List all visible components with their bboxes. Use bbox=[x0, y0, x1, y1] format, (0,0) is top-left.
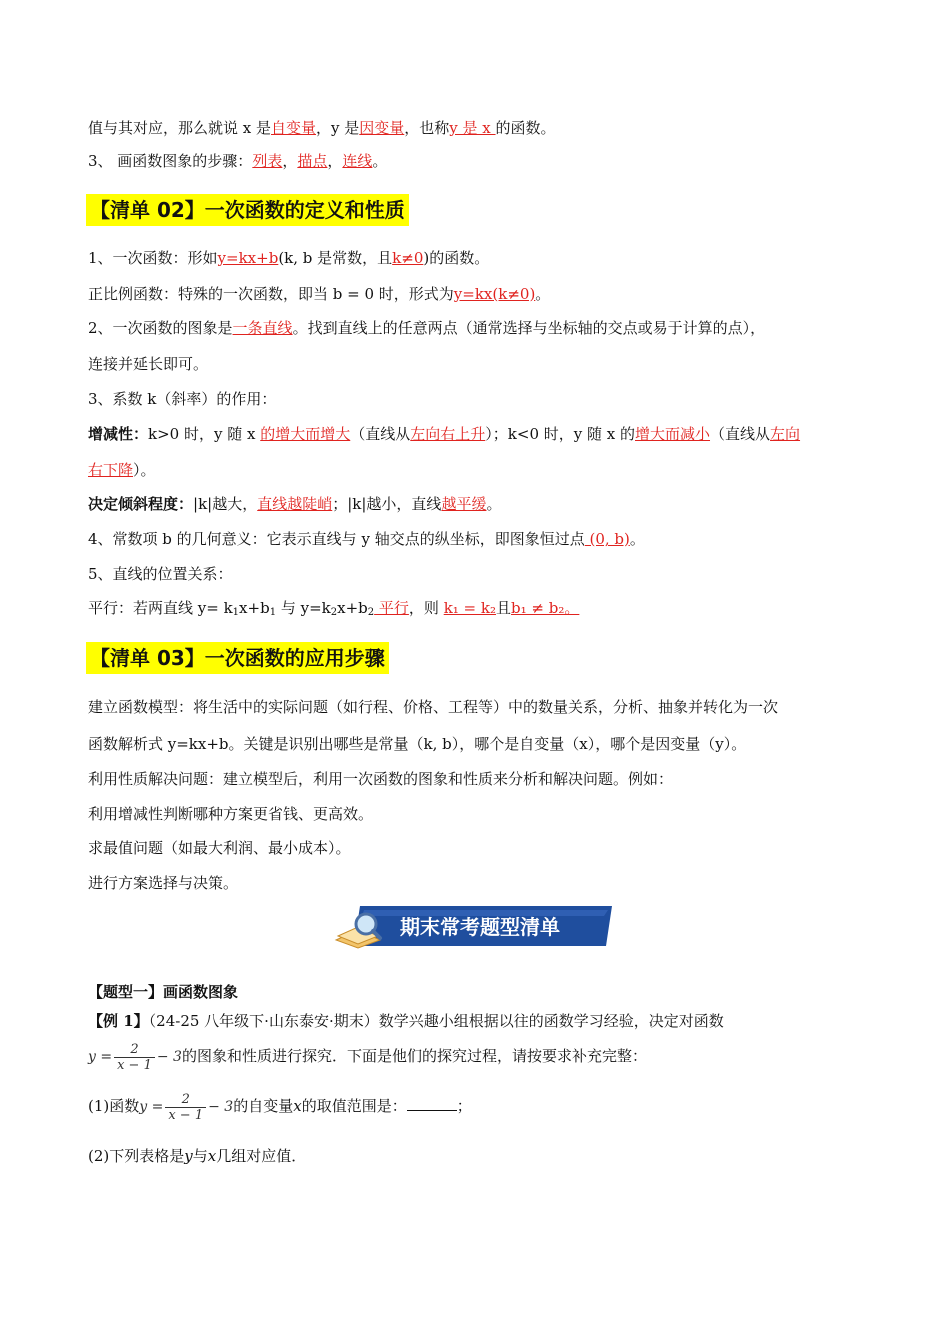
list02-line-3: 2、一次函数的图象是一条直线。找到直线上的任意两点（通常选择与坐标轴的交点或易于计算的点）， bbox=[88, 319, 766, 337]
example-1-function-line: y = $\frac{2}{x - 1}$ − 3的图象和性质进行探究．下面是他们的探究过程，请按要求补充完整： bbox=[88, 1041, 647, 1073]
fraction: $\frac{2}{x - 1}$ bbox=[114, 1042, 155, 1073]
list01-line-2: 3、 画函数图象的步骤：列表，描点，连线。 bbox=[88, 152, 388, 170]
list02-line-10: 5、直线的位置关系： bbox=[88, 565, 233, 583]
list02-line-7: 右下降）。 bbox=[88, 461, 156, 479]
book-magnifier-icon bbox=[336, 914, 380, 948]
list02-line-4: 连接并延长即可。 bbox=[88, 355, 209, 373]
list02-line-11: 平行：若两直线 $y= k_1x+b_1$ 与 $y=k_2x+b_2$ 平行，则 k₁ = k₂且b₁ ≠ b₂。 bbox=[88, 599, 580, 618]
banner-graphic bbox=[334, 900, 616, 952]
list02-line-9: 4、常数项 b 的几何意义：它表示直线与 y 轴交点的纵坐标，即图象恒过点 (0, b)。 bbox=[88, 530, 645, 548]
list03-line-4: 利用增减性判断哪种方案更省钱、更高效。 bbox=[88, 805, 374, 823]
exam-question-types-banner bbox=[334, 900, 616, 952]
question-1: (1)函数y = $\frac{2}{x - 1}$ − 3的自变量x的取值范围是： ； bbox=[88, 1091, 472, 1123]
answer-blank[interactable] bbox=[407, 1096, 457, 1111]
section-header-03: 【清单 03】一次函数的应用步骤 bbox=[86, 642, 389, 674]
banner-text: 期末常考题型清单 bbox=[400, 915, 560, 939]
section-header-02: 【清单 02】一次函数的定义和性质 bbox=[86, 194, 409, 226]
list01-line-1: 值与其对应，那么就说 x 是自变量，y 是因变量，也称y 是 x 的函数。 bbox=[88, 119, 556, 137]
list02-line-8: 决定倾斜程度：|k|越大，直线越陡峭；|k|越小，直线越平缓。 bbox=[88, 495, 502, 513]
list03-line-1: 建立函数模型：将生活中的实际问题（如行程、价格、工程等）中的数量关系，分析、抽象并转化为一次 bbox=[88, 698, 779, 716]
question-type-1-title: 【题型一】画函数图象 bbox=[88, 983, 239, 1001]
list03-line-5: 求最值问题（如最大利润、最小成本）。 bbox=[88, 839, 351, 857]
list02-line-6: 增减性：k>0 时，y 随 x 的增大而增大（直线从左向右上升）；k<0 时，y 随 x 的增大而减小（直线从左向 bbox=[88, 425, 801, 443]
list03-line-2: 函数解析式 y=kx+b。关键是识别出哪些是常量（k, b），哪个是自变量（x），哪个是因变量（y）。 bbox=[88, 735, 747, 753]
list02-line-2: 正比例函数：特殊的一次函数，即当 b = 0 时，形式为y=kx(k≠0)。 bbox=[88, 285, 551, 303]
list02-line-1: 1、一次函数：形如y=kx+b(k, b 是常数，且k≠0)的函数。 bbox=[88, 249, 490, 267]
question-2: (2)下列表格是y与x几组对应值． bbox=[88, 1147, 307, 1165]
list03-line-6: 进行方案选择与决策。 bbox=[88, 874, 239, 892]
list02-line-5: 3、系数 k（斜率）的作用： bbox=[88, 390, 277, 408]
fraction: $\frac{2}{x - 1}$ bbox=[165, 1092, 206, 1123]
example-1-intro: 【例 1】（24-25 八年级下·山东泰安·期末）数学兴趣小组根据以往的函数学习经验，决定对函数 bbox=[88, 1012, 724, 1030]
list03-line-3: 利用性质解决问题：建立模型后，利用一次函数的图象和性质来分析和解决问题。例如： bbox=[88, 770, 674, 788]
